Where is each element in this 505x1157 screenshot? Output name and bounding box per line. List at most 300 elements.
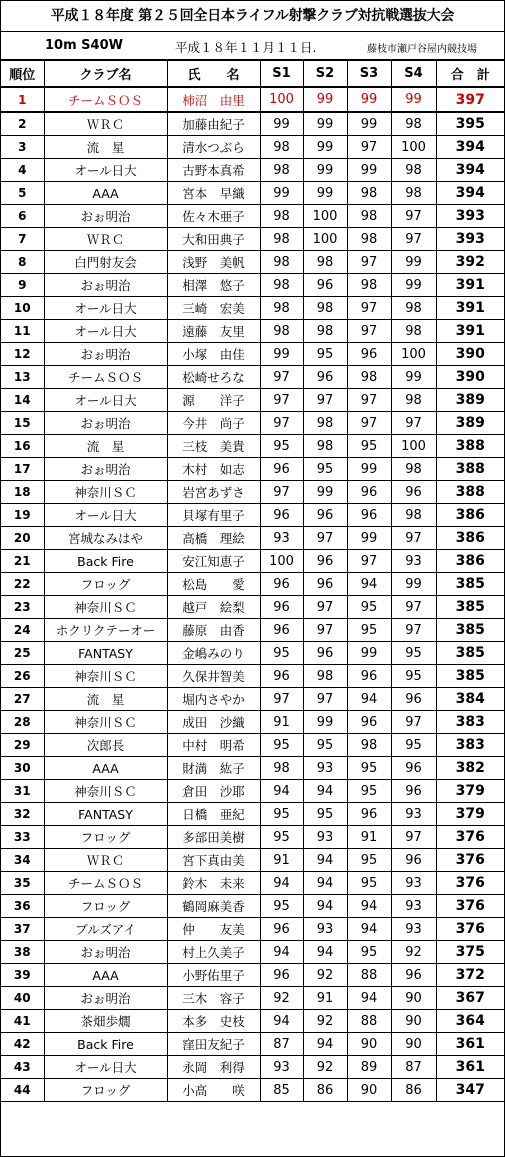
rank-cell: 1: [1, 87, 44, 112]
total-cell: 347: [436, 1079, 504, 1102]
s2-cell: 97: [303, 596, 347, 619]
s2-cell: 92: [303, 1010, 347, 1033]
s3-cell: 99: [347, 87, 391, 112]
s2-cell: 95: [303, 458, 347, 481]
club-cell: ＷＲＣ: [44, 849, 167, 872]
name-cell: 倉田 沙耶: [167, 780, 260, 803]
rank-cell: 14: [1, 389, 44, 412]
total-cell: 361: [436, 1033, 504, 1056]
s2-cell: 96: [303, 550, 347, 573]
club-cell: 流 星: [44, 136, 167, 159]
s1-cell: 97: [260, 389, 303, 412]
total-cell: 379: [436, 803, 504, 826]
s2-cell: 92: [303, 964, 347, 987]
table-row: [1, 964, 504, 987]
total-cell: 391: [436, 320, 504, 343]
s2-cell: 97: [303, 619, 347, 642]
rank-cell: 38: [1, 941, 44, 964]
total-cell: 388: [436, 481, 504, 504]
s2-cell: 99: [303, 182, 347, 205]
s1-cell: 96: [260, 573, 303, 596]
table-row: [1, 619, 504, 642]
name-cell: 大和田典子: [167, 228, 260, 251]
name-cell: 三木 容子: [167, 987, 260, 1010]
s3-cell: 98: [347, 205, 391, 228]
table-row: [1, 688, 504, 711]
rank-cell: 23: [1, 596, 44, 619]
s4-cell: 93: [391, 918, 436, 941]
s4-cell: 96: [391, 964, 436, 987]
s1-cell: 91: [260, 849, 303, 872]
rank-cell: 6: [1, 205, 44, 228]
s4-cell: 92: [391, 941, 436, 964]
table-row: [1, 159, 504, 182]
total-cell: 386: [436, 527, 504, 550]
s4-cell: 87: [391, 1056, 436, 1079]
s4-cell: 97: [391, 412, 436, 435]
table-row: [1, 941, 504, 964]
club-cell: フロッグ: [44, 826, 167, 849]
s2-cell: 91: [303, 987, 347, 1010]
table-row: [1, 1079, 504, 1102]
club-cell: おぉ明治: [44, 458, 167, 481]
s3-cell: 97: [347, 136, 391, 159]
s1-cell: 98: [260, 757, 303, 780]
s1-cell: 99: [260, 182, 303, 205]
name-cell: 村上久美子: [167, 941, 260, 964]
s1-cell: 98: [260, 320, 303, 343]
table-row: [1, 780, 504, 803]
name-cell: 鶴岡麻美香: [167, 895, 260, 918]
name-cell: 木村 如志: [167, 458, 260, 481]
header-row: [1, 61, 504, 87]
club-cell: おぉ明治: [44, 343, 167, 366]
name-cell: 遠藤 友里: [167, 320, 260, 343]
s1-cell: 94: [260, 780, 303, 803]
s2-cell: 94: [303, 872, 347, 895]
table-row: [1, 665, 504, 688]
s2-cell: 98: [303, 665, 347, 688]
name-cell: 永岡 利得: [167, 1056, 260, 1079]
s4-cell: 96: [391, 481, 436, 504]
s1-cell: 95: [260, 642, 303, 665]
s3-cell: 97: [347, 389, 391, 412]
s4-cell: 96: [391, 849, 436, 872]
name-cell: 財満 紘子: [167, 757, 260, 780]
s3-cell: 95: [347, 872, 391, 895]
s1-cell: 95: [260, 826, 303, 849]
table-row: [1, 1010, 504, 1033]
s2-cell: 95: [303, 343, 347, 366]
table-row: [1, 849, 504, 872]
s1-cell: 96: [260, 964, 303, 987]
event-name: 10m S40W: [45, 38, 123, 53]
club-cell: 流 星: [44, 435, 167, 458]
s3-cell: 96: [347, 711, 391, 734]
s3-cell: 96: [347, 504, 391, 527]
subheader: [1, 32, 504, 61]
total-cell: 386: [436, 550, 504, 573]
s4-cell: 98: [391, 458, 436, 481]
s1-cell: 96: [260, 918, 303, 941]
s2-cell: 96: [303, 642, 347, 665]
s2-cell: 98: [303, 320, 347, 343]
s4-cell: 93: [391, 803, 436, 826]
rank-cell: 15: [1, 412, 44, 435]
total-cell: 388: [436, 435, 504, 458]
total-cell: 397: [436, 87, 504, 112]
rank-cell: 21: [1, 550, 44, 573]
s3-cell: 98: [347, 734, 391, 757]
s1-cell: 98: [260, 159, 303, 182]
s1-cell: 98: [260, 251, 303, 274]
club-cell: ＷＲＣ: [44, 112, 167, 136]
s3-cell: 98: [347, 274, 391, 297]
table-row: [1, 504, 504, 527]
table-row: [1, 458, 504, 481]
s1-cell: 98: [260, 228, 303, 251]
s2-cell: 97: [303, 389, 347, 412]
s2-cell: 94: [303, 941, 347, 964]
total-cell: 382: [436, 757, 504, 780]
s2-cell: 95: [303, 803, 347, 826]
name-cell: 本多 史枝: [167, 1010, 260, 1033]
table-row: [1, 297, 504, 320]
s1-cell: 91: [260, 711, 303, 734]
s2-cell: 99: [303, 136, 347, 159]
total-cell: 393: [436, 228, 504, 251]
total-cell: 379: [436, 780, 504, 803]
s1-cell: 100: [260, 550, 303, 573]
club-cell: チームＳＯＳ: [44, 366, 167, 389]
s2-cell: 94: [303, 849, 347, 872]
s4-cell: 100: [391, 343, 436, 366]
club-cell: おぉ明治: [44, 412, 167, 435]
s3-cell: 95: [347, 941, 391, 964]
total-cell: 392: [436, 251, 504, 274]
s4-cell: 98: [391, 159, 436, 182]
rank-cell: 43: [1, 1056, 44, 1079]
s3-cell: 97: [347, 320, 391, 343]
name-cell: 小野佑里子: [167, 964, 260, 987]
club-cell: 神奈川ＳＣ: [44, 596, 167, 619]
club-cell: おぉ明治: [44, 987, 167, 1010]
total-cell: 376: [436, 918, 504, 941]
rank-cell: 7: [1, 228, 44, 251]
s3-cell: 95: [347, 619, 391, 642]
s4-cell: 90: [391, 1033, 436, 1056]
header-club: クラブ名: [44, 61, 167, 87]
s3-cell: 97: [347, 550, 391, 573]
table-row: [1, 366, 504, 389]
name-cell: 宮本 早織: [167, 182, 260, 205]
rank-cell: 37: [1, 918, 44, 941]
s3-cell: 95: [347, 596, 391, 619]
name-cell: 三枝 美貴: [167, 435, 260, 458]
table-row: [1, 251, 504, 274]
rank-cell: 20: [1, 527, 44, 550]
rank-cell: 34: [1, 849, 44, 872]
table-row: [1, 112, 504, 136]
rank-cell: 11: [1, 320, 44, 343]
s2-cell: 86: [303, 1079, 347, 1102]
table-row: [1, 205, 504, 228]
club-cell: FANTASY: [44, 803, 167, 826]
s3-cell: 94: [347, 573, 391, 596]
s3-cell: 98: [347, 228, 391, 251]
club-cell: 次郎長: [44, 734, 167, 757]
rank-cell: 5: [1, 182, 44, 205]
table-row: [1, 803, 504, 826]
table-row: [1, 872, 504, 895]
name-cell: 浅野 美帆: [167, 251, 260, 274]
name-cell: 松崎せろな: [167, 366, 260, 389]
s3-cell: 98: [347, 182, 391, 205]
s2-cell: 98: [303, 435, 347, 458]
table-row: [1, 389, 504, 412]
s3-cell: 99: [347, 527, 391, 550]
s1-cell: 97: [260, 688, 303, 711]
s3-cell: 96: [347, 343, 391, 366]
header-total: 合 計: [436, 61, 504, 87]
total-cell: 383: [436, 711, 504, 734]
s4-cell: 98: [391, 112, 436, 136]
s2-cell: 97: [303, 527, 347, 550]
club-cell: チームＳＯＳ: [44, 87, 167, 112]
table-row: [1, 182, 504, 205]
s3-cell: 98: [347, 366, 391, 389]
rank-cell: 13: [1, 366, 44, 389]
s2-cell: 94: [303, 1033, 347, 1056]
total-cell: 385: [436, 642, 504, 665]
table-row: [1, 481, 504, 504]
s4-cell: 86: [391, 1079, 436, 1102]
s2-cell: 94: [303, 895, 347, 918]
rank-cell: 26: [1, 665, 44, 688]
s3-cell: 99: [347, 159, 391, 182]
document-title: 平成１８年度 第２５回全日本ライフル射撃クラブ対抗戦選抜大会: [1, 1, 504, 32]
s2-cell: 92: [303, 1056, 347, 1079]
total-cell: 384: [436, 688, 504, 711]
header-s2: S2: [303, 61, 347, 87]
s1-cell: 100: [260, 87, 303, 112]
s2-cell: 98: [303, 412, 347, 435]
table-row: [1, 596, 504, 619]
s2-cell: 98: [303, 297, 347, 320]
s4-cell: 100: [391, 136, 436, 159]
s2-cell: 99: [303, 87, 347, 112]
s2-cell: 95: [303, 734, 347, 757]
total-cell: 391: [436, 297, 504, 320]
total-cell: 376: [436, 872, 504, 895]
total-cell: 375: [436, 941, 504, 964]
s1-cell: 96: [260, 458, 303, 481]
total-cell: 385: [436, 665, 504, 688]
club-cell: オール日大: [44, 159, 167, 182]
event-date: 平成１８年１１月１１日.: [175, 40, 317, 55]
s4-cell: 98: [391, 504, 436, 527]
s1-cell: 95: [260, 803, 303, 826]
header-s1: S1: [260, 61, 303, 87]
table-row: [1, 757, 504, 780]
table-row: [1, 87, 504, 112]
club-cell: おぉ明治: [44, 941, 167, 964]
s3-cell: 95: [347, 435, 391, 458]
s4-cell: 90: [391, 1010, 436, 1033]
s3-cell: 94: [347, 895, 391, 918]
table-row: [1, 895, 504, 918]
club-cell: 神奈川ＳＣ: [44, 711, 167, 734]
s4-cell: 95: [391, 665, 436, 688]
club-cell: 流 星: [44, 688, 167, 711]
s2-cell: 99: [303, 112, 347, 136]
table-row: [1, 573, 504, 596]
s1-cell: 98: [260, 274, 303, 297]
s3-cell: 97: [347, 251, 391, 274]
s1-cell: 96: [260, 504, 303, 527]
club-cell: ブルズアイ: [44, 918, 167, 941]
rank-cell: 16: [1, 435, 44, 458]
s1-cell: 94: [260, 941, 303, 964]
s1-cell: 95: [260, 734, 303, 757]
name-cell: 窪田友紀子: [167, 1033, 260, 1056]
s4-cell: 99: [391, 251, 436, 274]
name-cell: 成田 沙織: [167, 711, 260, 734]
name-cell: 三崎 宏美: [167, 297, 260, 320]
s3-cell: 99: [347, 642, 391, 665]
s1-cell: 95: [260, 435, 303, 458]
s2-cell: 93: [303, 918, 347, 941]
table-row: [1, 711, 504, 734]
s2-cell: 99: [303, 481, 347, 504]
total-cell: 393: [436, 205, 504, 228]
s4-cell: 97: [391, 826, 436, 849]
s3-cell: 94: [347, 688, 391, 711]
s2-cell: 96: [303, 504, 347, 527]
s2-cell: 99: [303, 159, 347, 182]
s4-cell: 98: [391, 389, 436, 412]
results-body: [1, 87, 504, 1102]
total-cell: 395: [436, 112, 504, 136]
name-cell: 金嶋みのり: [167, 642, 260, 665]
name-cell: 仲 友美: [167, 918, 260, 941]
s2-cell: 100: [303, 205, 347, 228]
s3-cell: 96: [347, 665, 391, 688]
s2-cell: 96: [303, 366, 347, 389]
s2-cell: 98: [303, 251, 347, 274]
rank-cell: 29: [1, 734, 44, 757]
table-row: [1, 228, 504, 251]
total-cell: 376: [436, 826, 504, 849]
club-cell: オール日大: [44, 1056, 167, 1079]
rank-cell: 31: [1, 780, 44, 803]
total-cell: 389: [436, 389, 504, 412]
s4-cell: 97: [391, 205, 436, 228]
s4-cell: 96: [391, 688, 436, 711]
name-cell: 貝塚有里子: [167, 504, 260, 527]
s4-cell: 96: [391, 757, 436, 780]
s2-cell: 97: [303, 688, 347, 711]
club-cell: 宮城なみはや: [44, 527, 167, 550]
name-cell: 日橋 亜紀: [167, 803, 260, 826]
name-cell: 高橋 理絵: [167, 527, 260, 550]
header-s4: S4: [391, 61, 436, 87]
club-cell: ＷＲＣ: [44, 228, 167, 251]
total-cell: 364: [436, 1010, 504, 1033]
total-cell: 372: [436, 964, 504, 987]
s3-cell: 96: [347, 481, 391, 504]
s4-cell: 96: [391, 780, 436, 803]
rank-cell: 18: [1, 481, 44, 504]
s1-cell: 99: [260, 343, 303, 366]
name-cell: 小高 咲: [167, 1079, 260, 1102]
rank-cell: 17: [1, 458, 44, 481]
total-cell: 376: [436, 895, 504, 918]
rank-cell: 12: [1, 343, 44, 366]
s1-cell: 98: [260, 136, 303, 159]
club-cell: AAA: [44, 964, 167, 987]
header-name: 氏 名: [167, 61, 260, 87]
club-cell: オール日大: [44, 389, 167, 412]
s4-cell: 98: [391, 182, 436, 205]
s2-cell: 94: [303, 780, 347, 803]
rank-cell: 41: [1, 1010, 44, 1033]
rank-cell: 22: [1, 573, 44, 596]
table-row: [1, 918, 504, 941]
rank-cell: 39: [1, 964, 44, 987]
total-cell: 394: [436, 159, 504, 182]
rank-cell: 3: [1, 136, 44, 159]
table-row: [1, 550, 504, 573]
name-cell: 安江知恵子: [167, 550, 260, 573]
table-row: [1, 826, 504, 849]
table-row: [1, 274, 504, 297]
results-table: [1, 61, 504, 1102]
s3-cell: 88: [347, 1010, 391, 1033]
s3-cell: 94: [347, 987, 391, 1010]
total-cell: 388: [436, 458, 504, 481]
name-cell: 松島 愛: [167, 573, 260, 596]
rank-cell: 33: [1, 826, 44, 849]
club-cell: フロッグ: [44, 1079, 167, 1102]
s1-cell: 97: [260, 366, 303, 389]
s3-cell: 96: [347, 803, 391, 826]
rank-cell: 40: [1, 987, 44, 1010]
total-cell: 383: [436, 734, 504, 757]
name-cell: 相澤 悠子: [167, 274, 260, 297]
s4-cell: 90: [391, 987, 436, 1010]
name-cell: 多部田美樹: [167, 826, 260, 849]
name-cell: 加藤由紀子: [167, 112, 260, 136]
total-cell: 385: [436, 596, 504, 619]
rank-cell: 30: [1, 757, 44, 780]
club-cell: オール日大: [44, 504, 167, 527]
s2-cell: 93: [303, 826, 347, 849]
s3-cell: 99: [347, 458, 391, 481]
s2-cell: 96: [303, 274, 347, 297]
club-cell: チームＳＯＳ: [44, 872, 167, 895]
club-cell: おぉ明治: [44, 274, 167, 297]
total-cell: 376: [436, 849, 504, 872]
s3-cell: 95: [347, 849, 391, 872]
s1-cell: 96: [260, 619, 303, 642]
rank-cell: 25: [1, 642, 44, 665]
club-cell: おぉ明治: [44, 205, 167, 228]
s3-cell: 97: [347, 412, 391, 435]
s4-cell: 97: [391, 228, 436, 251]
rank-cell: 35: [1, 872, 44, 895]
club-cell: 神奈川ＳＣ: [44, 665, 167, 688]
